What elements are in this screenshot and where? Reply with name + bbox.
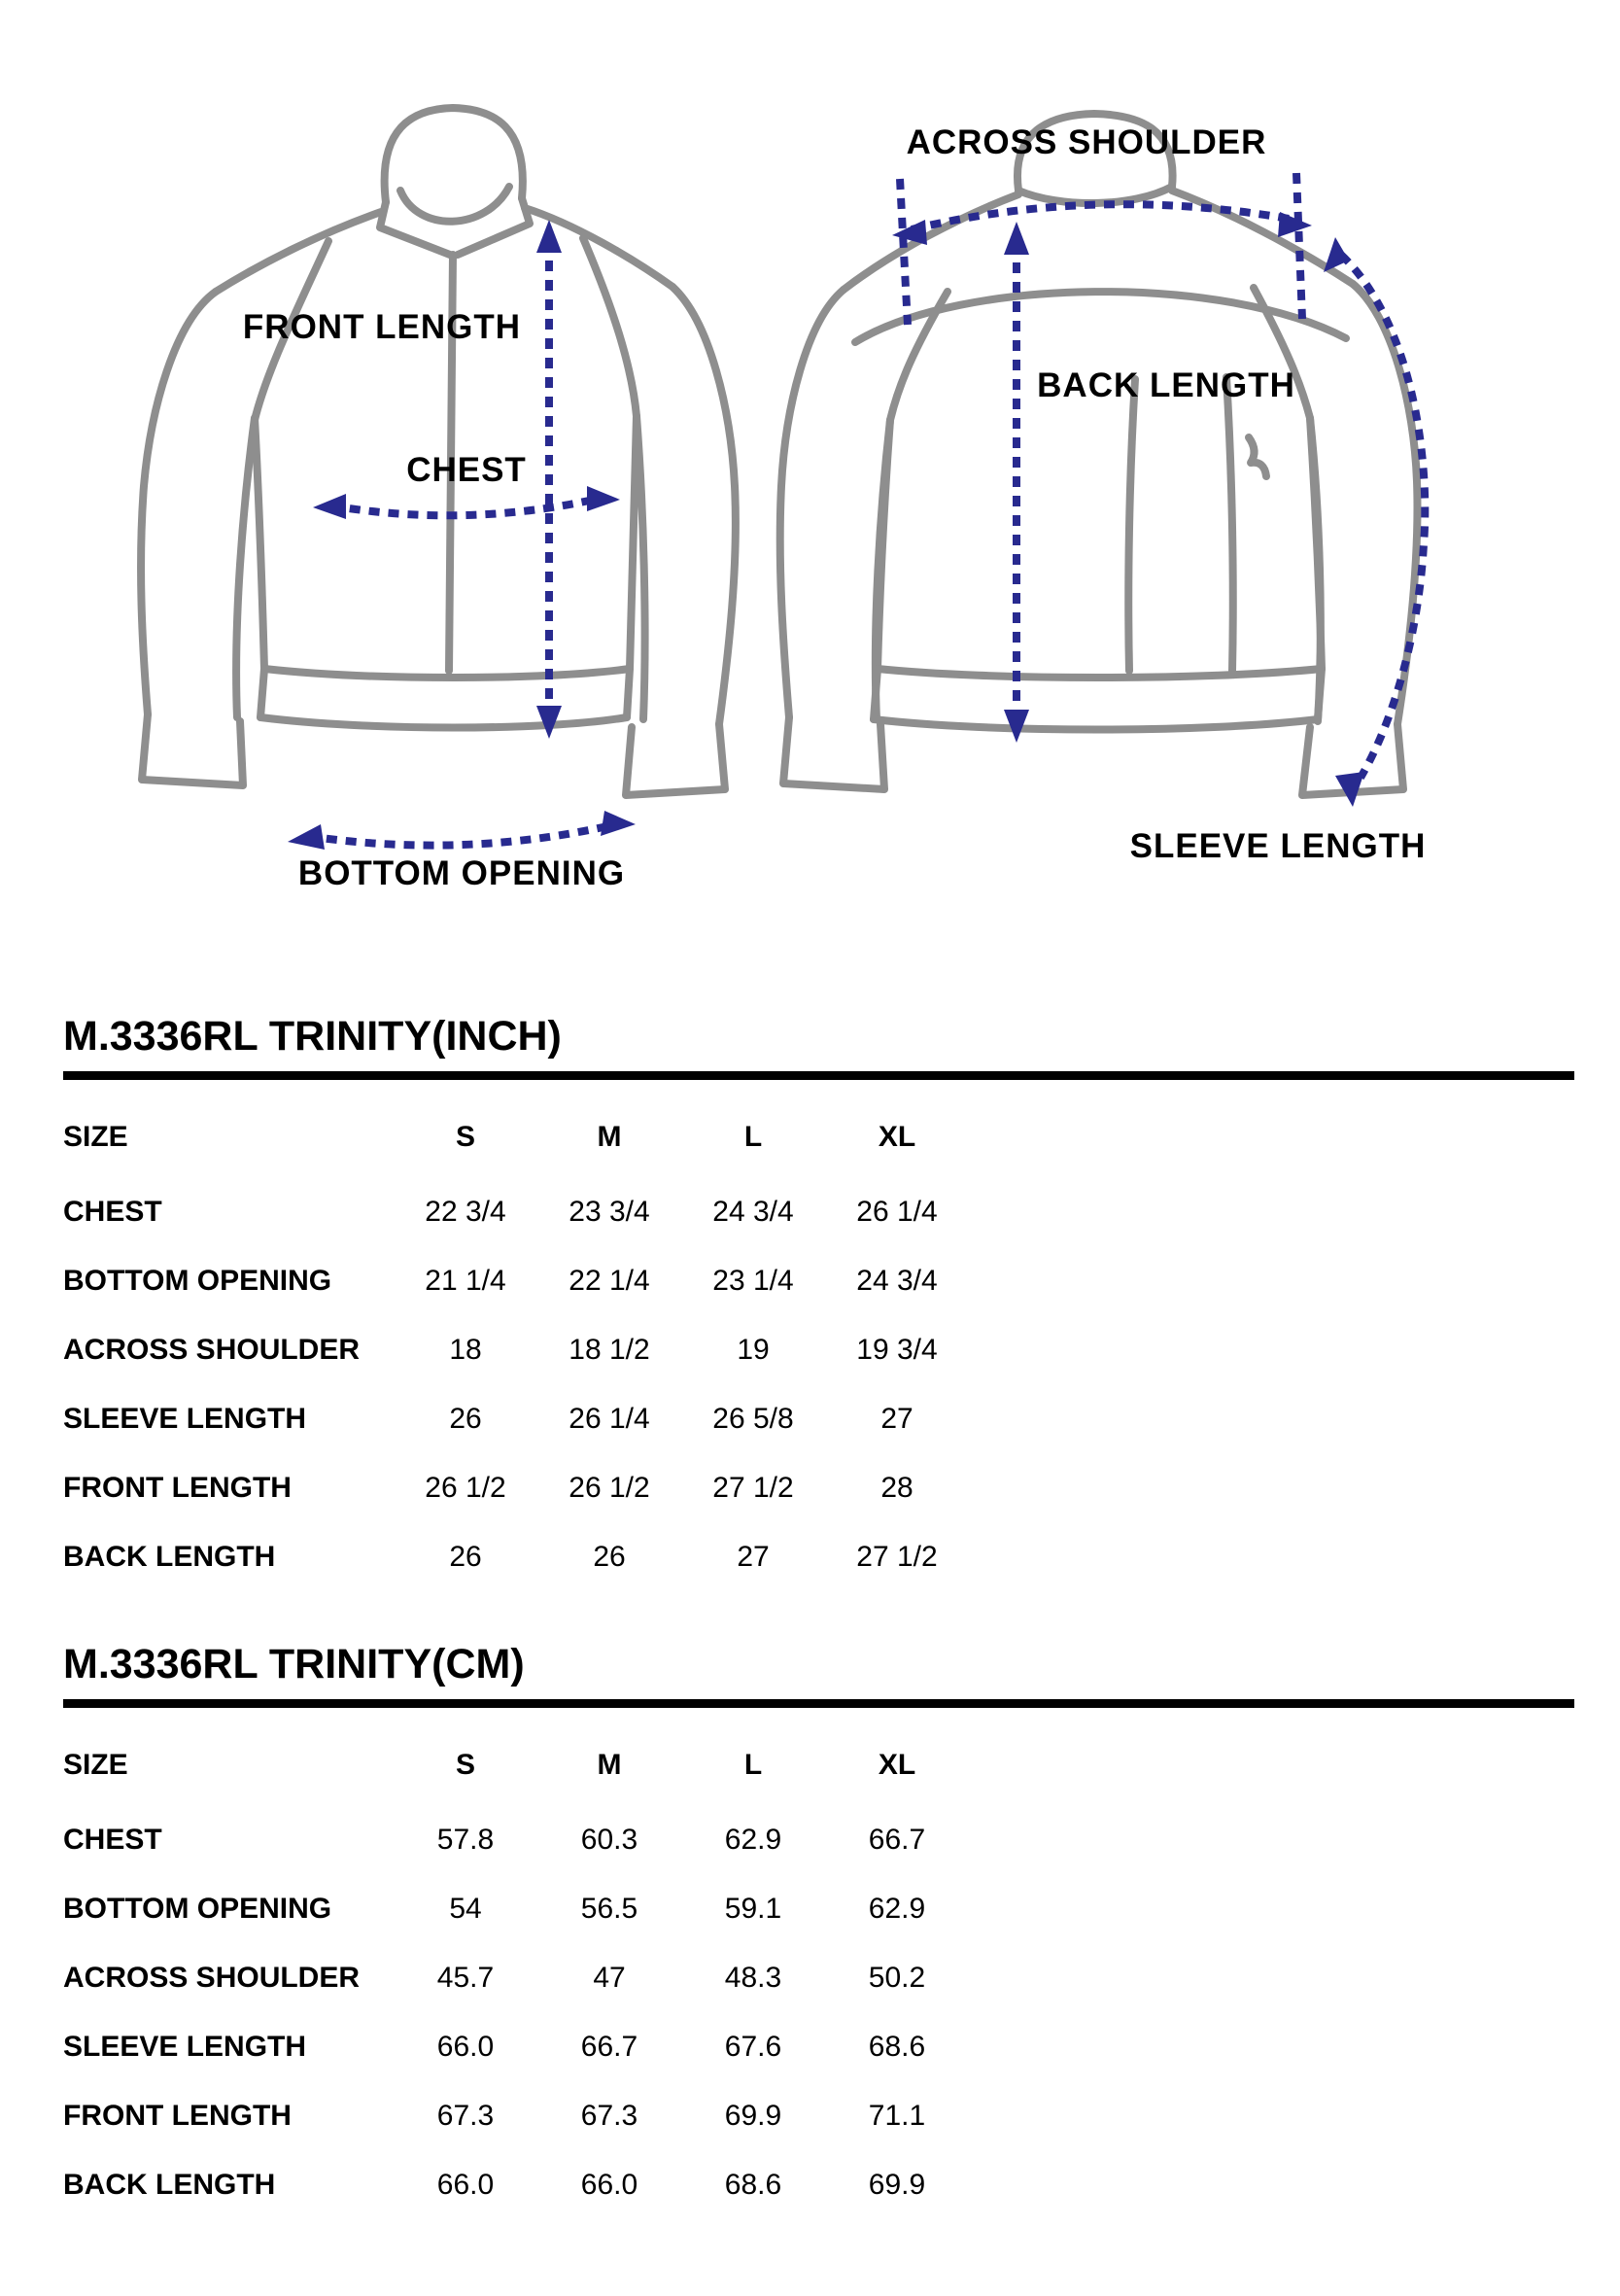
row-label: SLEEVE LENGTH — [63, 2031, 307, 2063]
column-header-xl: XL — [878, 1121, 916, 1153]
table-row-back-length — [63, 1541, 1620, 1574]
column-header-l: L — [743, 1749, 763, 1781]
size-value-m: 23 3/4 — [569, 1196, 650, 1228]
table-row-back-length — [63, 2169, 1620, 2202]
size-value-m: 66.7 — [580, 2031, 638, 2063]
size-value-xl: 27 1/2 — [856, 1541, 938, 1573]
bottom-opening-measure-arrow — [288, 811, 636, 850]
size-value-s: 66.0 — [436, 2169, 495, 2201]
size-value-l: 19 — [737, 1334, 770, 1366]
table-row-across-shoulder — [63, 1334, 1620, 1367]
size-value-s: 66.0 — [436, 2031, 495, 2063]
row-label: FRONT LENGTH — [63, 2100, 292, 2132]
column-header-s: S — [455, 1121, 475, 1153]
size-value-xl: 19 3/4 — [856, 1334, 938, 1366]
size-value-xl: 69.9 — [868, 2169, 926, 2201]
size-value-s: 26 — [449, 1541, 482, 1573]
size-value-xl: 71.1 — [868, 2100, 926, 2132]
row-label: ACROSS SHOULDER — [63, 1334, 361, 1366]
size-value-xl: 50.2 — [868, 1962, 926, 1994]
front-length-label: FRONT LENGTH — [242, 308, 522, 346]
size-value-m: 26 — [593, 1541, 626, 1573]
size-value-m: 26 1/4 — [569, 1403, 650, 1435]
column-header-l: L — [743, 1121, 763, 1153]
size-value-m: 47 — [593, 1962, 626, 1994]
size-value-l: 67.6 — [724, 2031, 782, 2063]
size-value-l: 69.9 — [724, 2100, 782, 2132]
chest-label: CHEST — [406, 451, 527, 489]
cm-size-table — [0, 1641, 1620, 2202]
row-label: BOTTOM OPENING — [63, 1265, 332, 1297]
size-value-s: 26 — [449, 1403, 482, 1435]
column-header-s: S — [455, 1749, 475, 1781]
table-row-bottom-opening — [63, 1265, 1620, 1298]
row-label: BOTTOM OPENING — [63, 1893, 332, 1925]
size-value-s: 22 3/4 — [425, 1196, 506, 1228]
cm-table-header-row — [63, 1749, 1620, 1782]
size-column-header: SIZE — [63, 1749, 128, 1781]
size-value-xl: 68.6 — [868, 2031, 926, 2063]
row-label: BACK LENGTH — [63, 1541, 276, 1573]
table-row-across-shoulder — [63, 1962, 1620, 1995]
size-value-m: 67.3 — [580, 2100, 638, 2132]
inch-table-header-row — [63, 1121, 1620, 1154]
across-shoulder-label: ACROSS SHOULDER — [906, 123, 1267, 161]
size-value-xl: 27 — [880, 1403, 913, 1435]
row-label: ACROSS SHOULDER — [63, 1962, 361, 1994]
row-label: SLEEVE LENGTH — [63, 1403, 307, 1435]
size-value-l: 68.6 — [724, 2169, 782, 2201]
size-value-m: 18 1/2 — [569, 1334, 650, 1366]
size-value-s: 26 1/2 — [425, 1472, 506, 1504]
size-value-xl: 24 3/4 — [856, 1265, 938, 1297]
column-header-m: M — [597, 1749, 622, 1781]
inch-table-divider — [63, 1071, 1574, 1080]
size-guide-diagram — [0, 0, 1620, 982]
table-row-front-length — [63, 1472, 1620, 1505]
sleeve-length-label: SLEEVE LENGTH — [1129, 827, 1427, 865]
size-value-xl: 66.7 — [868, 1824, 926, 1856]
row-label: BACK LENGTH — [63, 2169, 276, 2201]
size-value-l: 26 5/8 — [712, 1403, 794, 1435]
chest-measure-arrow — [313, 486, 620, 519]
size-value-s: 21 1/4 — [425, 1265, 506, 1297]
size-value-s: 57.8 — [436, 1824, 495, 1856]
table-row-chest — [63, 1196, 1620, 1229]
size-value-l: 62.9 — [724, 1824, 782, 1856]
size-value-l: 27 1/2 — [712, 1472, 794, 1504]
size-value-m: 56.5 — [580, 1893, 638, 1925]
sleeve-length-measure-arrow — [1324, 237, 1425, 807]
size-value-l: 59.1 — [724, 1893, 782, 1925]
size-value-l: 24 3/4 — [712, 1196, 794, 1228]
row-label: CHEST — [63, 1196, 162, 1228]
size-value-m: 26 1/2 — [569, 1472, 650, 1504]
size-value-xl: 28 — [880, 1472, 913, 1504]
back-length-label: BACK LENGTH — [1037, 366, 1295, 404]
front-length-measure-arrow — [536, 220, 562, 739]
row-label: FRONT LENGTH — [63, 1472, 292, 1504]
size-value-m: 22 1/4 — [569, 1265, 650, 1297]
size-value-s: 67.3 — [436, 2100, 495, 2132]
inch-size-table — [0, 1013, 1620, 1574]
table-row-sleeve-length — [63, 1403, 1620, 1436]
column-header-xl: XL — [878, 1749, 916, 1781]
size-value-l: 27 — [737, 1541, 770, 1573]
cm-table-divider — [63, 1699, 1574, 1708]
bottom-opening-label: BOTTOM OPENING — [297, 854, 626, 892]
size-column-header: SIZE — [63, 1121, 128, 1153]
size-value-xl: 62.9 — [868, 1893, 926, 1925]
cm-table-title: M.3336RL TRINITY(CM) — [63, 1641, 525, 1687]
table-row-bottom-opening — [63, 1893, 1620, 1926]
size-value-s: 18 — [449, 1334, 482, 1366]
jacket-back-illustration — [780, 114, 1418, 795]
size-value-m: 66.0 — [580, 2169, 638, 2201]
column-header-m: M — [597, 1121, 622, 1153]
size-value-l: 23 1/4 — [712, 1265, 794, 1297]
table-row-sleeve-length — [63, 2031, 1620, 2064]
size-value-l: 48.3 — [724, 1962, 782, 1994]
row-label: CHEST — [63, 1824, 162, 1856]
inch-table-title: M.3336RL TRINITY(INCH) — [63, 1013, 562, 1060]
size-value-s: 45.7 — [436, 1962, 495, 1994]
size-value-m: 60.3 — [580, 1824, 638, 1856]
table-row-chest — [63, 1824, 1620, 1857]
size-value-xl: 26 1/4 — [856, 1196, 938, 1228]
size-value-s: 54 — [449, 1893, 482, 1925]
table-row-front-length — [63, 2100, 1620, 2133]
